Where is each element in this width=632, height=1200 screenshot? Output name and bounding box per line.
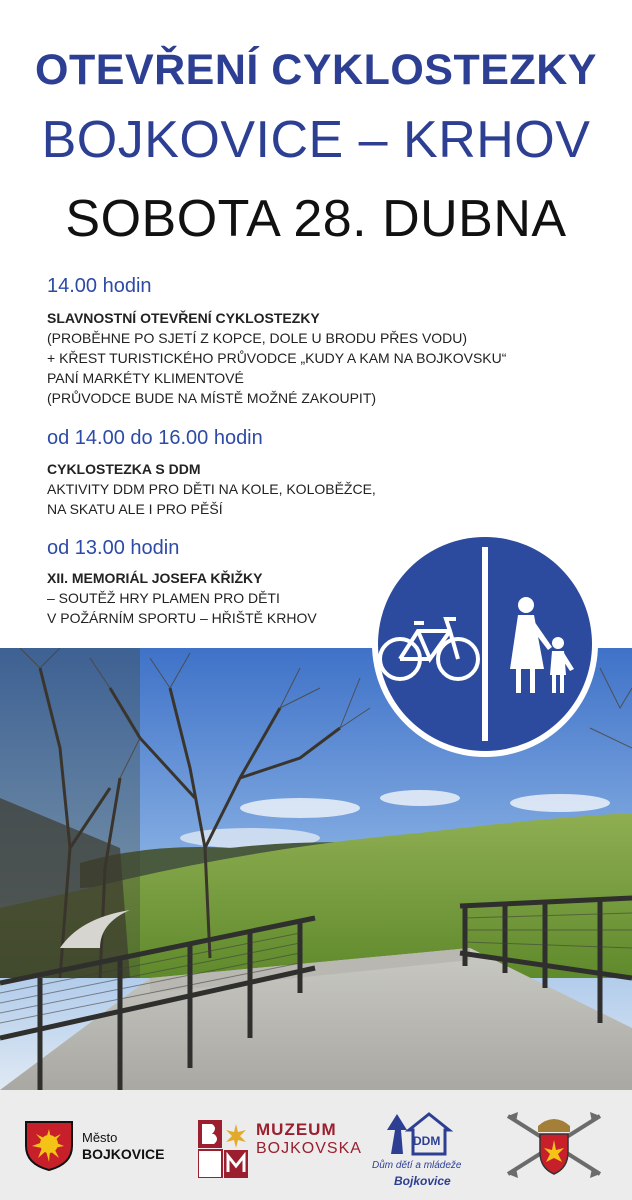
muzeum-line-1: MUZEUM xyxy=(256,1120,337,1139)
ddm-town: Bojkovice xyxy=(394,1174,451,1188)
ddm-caption: Dům dětí a mládeže xyxy=(372,1160,462,1171)
ddm-badge: DDM xyxy=(413,1134,441,1148)
program-line: PANÍ MARKÉTY KLIMENTOVÉ xyxy=(47,370,244,386)
mesto-label: Město xyxy=(82,1130,118,1145)
museum-logo-icon xyxy=(198,1120,250,1178)
shared-path-sign xyxy=(370,529,600,759)
program-block-2 xyxy=(47,459,617,519)
program-line: + KŘEST TURISTICKÉHO PRŮVODCE „KUDY A KAM NA BOJKOVSKU“ xyxy=(47,350,507,366)
title-line-2: BOJKOVICE – KRHOV xyxy=(41,111,591,169)
program-line: (PROBĚHNE PO SJETÍ Z KOPCE, DOLE U BRODU PŘES VODU) xyxy=(47,330,468,346)
program-block-1 xyxy=(47,308,617,408)
title-line-1: OTEVŘENÍ CYKLOSTEZKY xyxy=(35,46,597,94)
program-time-3: od 13.00 hodin xyxy=(47,537,180,559)
footer-logos xyxy=(0,1090,632,1200)
program-line: V POŽÁRNÍM SPORTU – HŘIŠTĚ KRHOV xyxy=(47,610,317,626)
program-time-2: od 14.00 do 16.00 hodin xyxy=(47,427,263,449)
program-heading-1: SLAVNOSTNÍ OTEVŘENÍ CYKLOSTEZKY xyxy=(47,310,320,326)
program-heading-2: CYKLOSTEZKA S DDM xyxy=(47,461,201,477)
program-block-3 xyxy=(47,568,367,628)
program-time-1: 14.00 hodin xyxy=(47,275,152,297)
program-line: NA SKATU ALE I PRO PĚŠÍ xyxy=(47,501,223,517)
mesto-name: BOJKOVICE xyxy=(82,1146,165,1162)
title-date: SOBOTA 28. DUBNA xyxy=(65,190,567,248)
muzeum-line-2: BOJKOVSKA xyxy=(256,1140,362,1157)
program-line: (PRŮVODCE BUDE NA MÍSTĚ MOŽNÉ ZAKOUPIT) xyxy=(47,390,377,406)
coat-of-arms-icon xyxy=(24,1120,74,1172)
program-heading-3: XII. MEMORIÁL JOSEFA KŘIŽKY xyxy=(47,570,263,586)
program-line: AKTIVITY DDM PRO DĚTI NA KOLE, KOLOBĚŽCE, xyxy=(47,481,376,497)
program-line: – SOUTĚŽ HRY PLAMEN PRO DĚTI xyxy=(47,590,280,606)
ddm-logo-icon xyxy=(383,1110,453,1156)
firefighters-emblem-icon xyxy=(504,1110,604,1180)
